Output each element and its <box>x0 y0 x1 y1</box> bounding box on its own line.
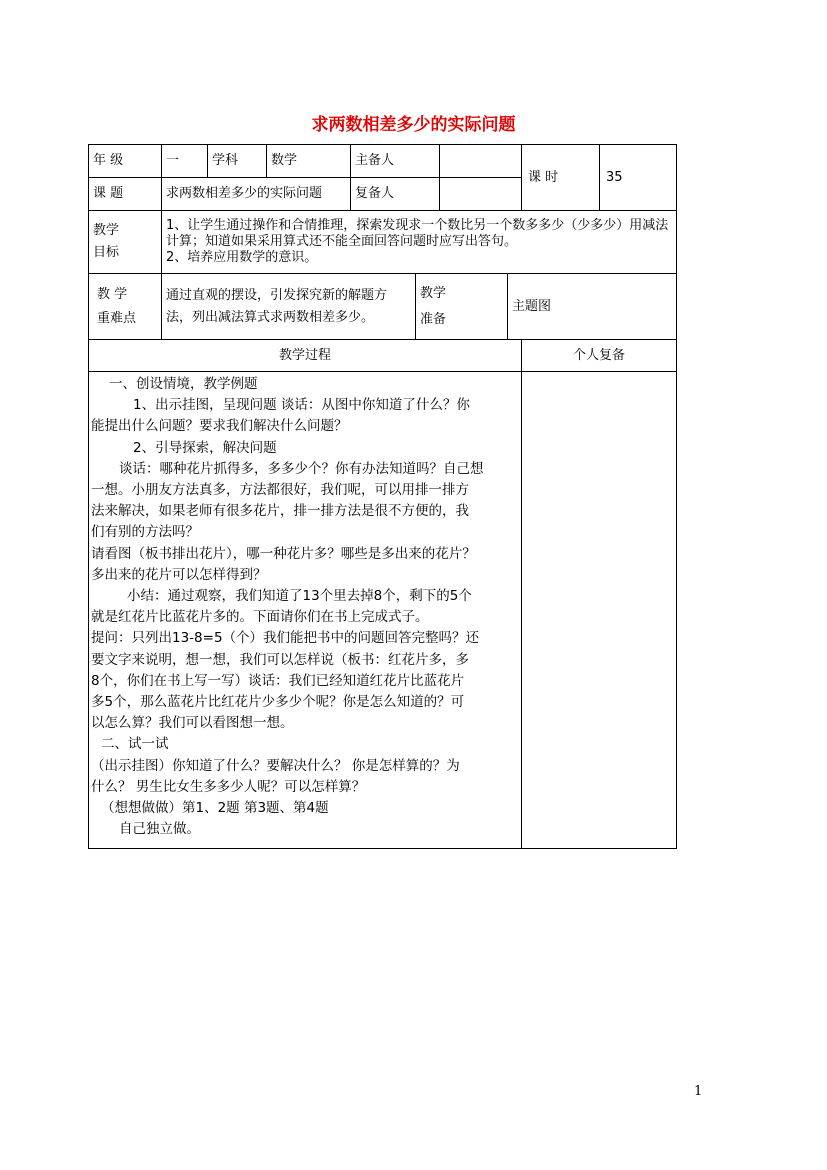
main-preparer-value <box>440 145 522 178</box>
goals-label <box>89 211 162 274</box>
goals-content <box>162 211 677 274</box>
process-line: 小结：通过观察，我们知道了13个里去掉8个，剩下的5个 <box>127 588 472 605</box>
process-line: 法来解决，如果老师有很多花片，排一排方法是很不方便的，我 <box>91 503 469 520</box>
prep-value: 主题图 <box>508 274 677 340</box>
process-line: 一想。小朋友方法真多，方法都很好，我们呢，可以用排一排方 <box>91 482 469 499</box>
keypoints-text: 通过直观的摆设，引发探究新的解题方法，列出减法算式求两数相差多少。 <box>166 287 388 325</box>
co-preparer-label: 复备人 <box>351 178 440 211</box>
process-line: 请看图（板书排出花片），哪一种花片多？哪些是多出来的花片？ <box>91 545 476 562</box>
process-line: 多5个，那么蓝花片比红花片少多少个呢？你是怎么知道的？可 <box>91 694 465 711</box>
process-line: 什么？ 男生比女生多多少人呢？可以怎样算？ <box>91 778 366 795</box>
subject-value: 数学 <box>267 145 351 178</box>
process-content <box>89 372 522 849</box>
prep-label-line1: 教学 <box>420 285 447 301</box>
goal-item-1: 1、让学生通过操作和合情推理，探索发现求一个数比另一个数多多少（少多少）用减法计算；知道如果采用算式还不能全面回答问题时应写出答句。 <box>166 218 669 249</box>
process-line: 谈话：哪种花片抓得多，多多少个？你有办法知道吗？自己想 <box>119 460 484 477</box>
subject-label: 学科 <box>208 145 267 178</box>
lesson-label: 课 时 <box>522 145 600 211</box>
main-preparer-label: 主备人 <box>351 145 440 178</box>
process-line: 要文字来说明，想一想，我们可以怎样说（板书：红花片多，多 <box>91 651 469 668</box>
process-line: 们有别的方法吗？ <box>91 524 199 541</box>
grade-value: 一 <box>162 145 208 178</box>
process-line: （想想做做）第1、2题 第3题、第4题 <box>101 800 329 817</box>
keypoints-label <box>89 274 162 340</box>
process-line: 自己独立做。 <box>119 821 200 838</box>
personal-notes-cell <box>522 372 677 849</box>
process-line: （出示挂图）你知道了什么？要解决什么？ 你是怎样算的？为 <box>91 757 460 774</box>
keypoints-label-line2: 重难点 <box>97 310 137 326</box>
process-line: 能提出什么问题？要求我们解决什么问题？ <box>91 418 348 435</box>
grade-label: 年 级 <box>89 145 162 178</box>
topic-label: 课 题 <box>89 178 162 211</box>
process-line: 8个，你们在书上写一写）谈话：我们已经知道红花片比蓝花片 <box>91 672 465 689</box>
goals-label-line2: 目标 <box>93 245 120 260</box>
goals-label-line1: 教学 <box>93 223 120 238</box>
process-line: 1、出示挂图，呈现问题 谈话：从图中你知道了什么？你 <box>133 397 470 414</box>
process-line: 多出来的花片可以怎样得到？ <box>91 566 267 583</box>
personal-header: 个人复备 <box>522 340 677 372</box>
process-line: 就是红花片比蓝花片多的。下面请你们在书上完成式子。 <box>91 609 429 626</box>
process-header: 教学过程 <box>89 340 522 372</box>
process-line: 二、试一试 <box>101 736 169 753</box>
document-title: 求两数相差多少的实际问题 <box>311 115 516 135</box>
keypoints-label-line1: 教 学 <box>97 286 128 302</box>
goal-item-2: 2、培养应用数学的意识。 <box>166 250 318 265</box>
keypoints-content <box>162 274 416 340</box>
lesson-value: 35 <box>600 145 677 211</box>
process-line: 2、引导探索，解决问题 <box>133 439 277 456</box>
process-line: 提问：只列出13-8=5（个）我们能把书中的问题回答完整吗？还 <box>91 630 480 647</box>
prep-label <box>416 274 508 340</box>
process-line: 一、创设情境，教学例题 <box>109 376 258 392</box>
co-preparer-value <box>440 178 522 211</box>
lesson-plan-table <box>88 144 677 849</box>
prep-label-line2: 准备 <box>420 311 447 327</box>
topic-value: 求两数相差多少的实际问题 <box>162 178 351 211</box>
process-line: 以怎么算？我们可以看图想一想。 <box>91 715 294 732</box>
page-number: 1 <box>694 1084 703 1099</box>
